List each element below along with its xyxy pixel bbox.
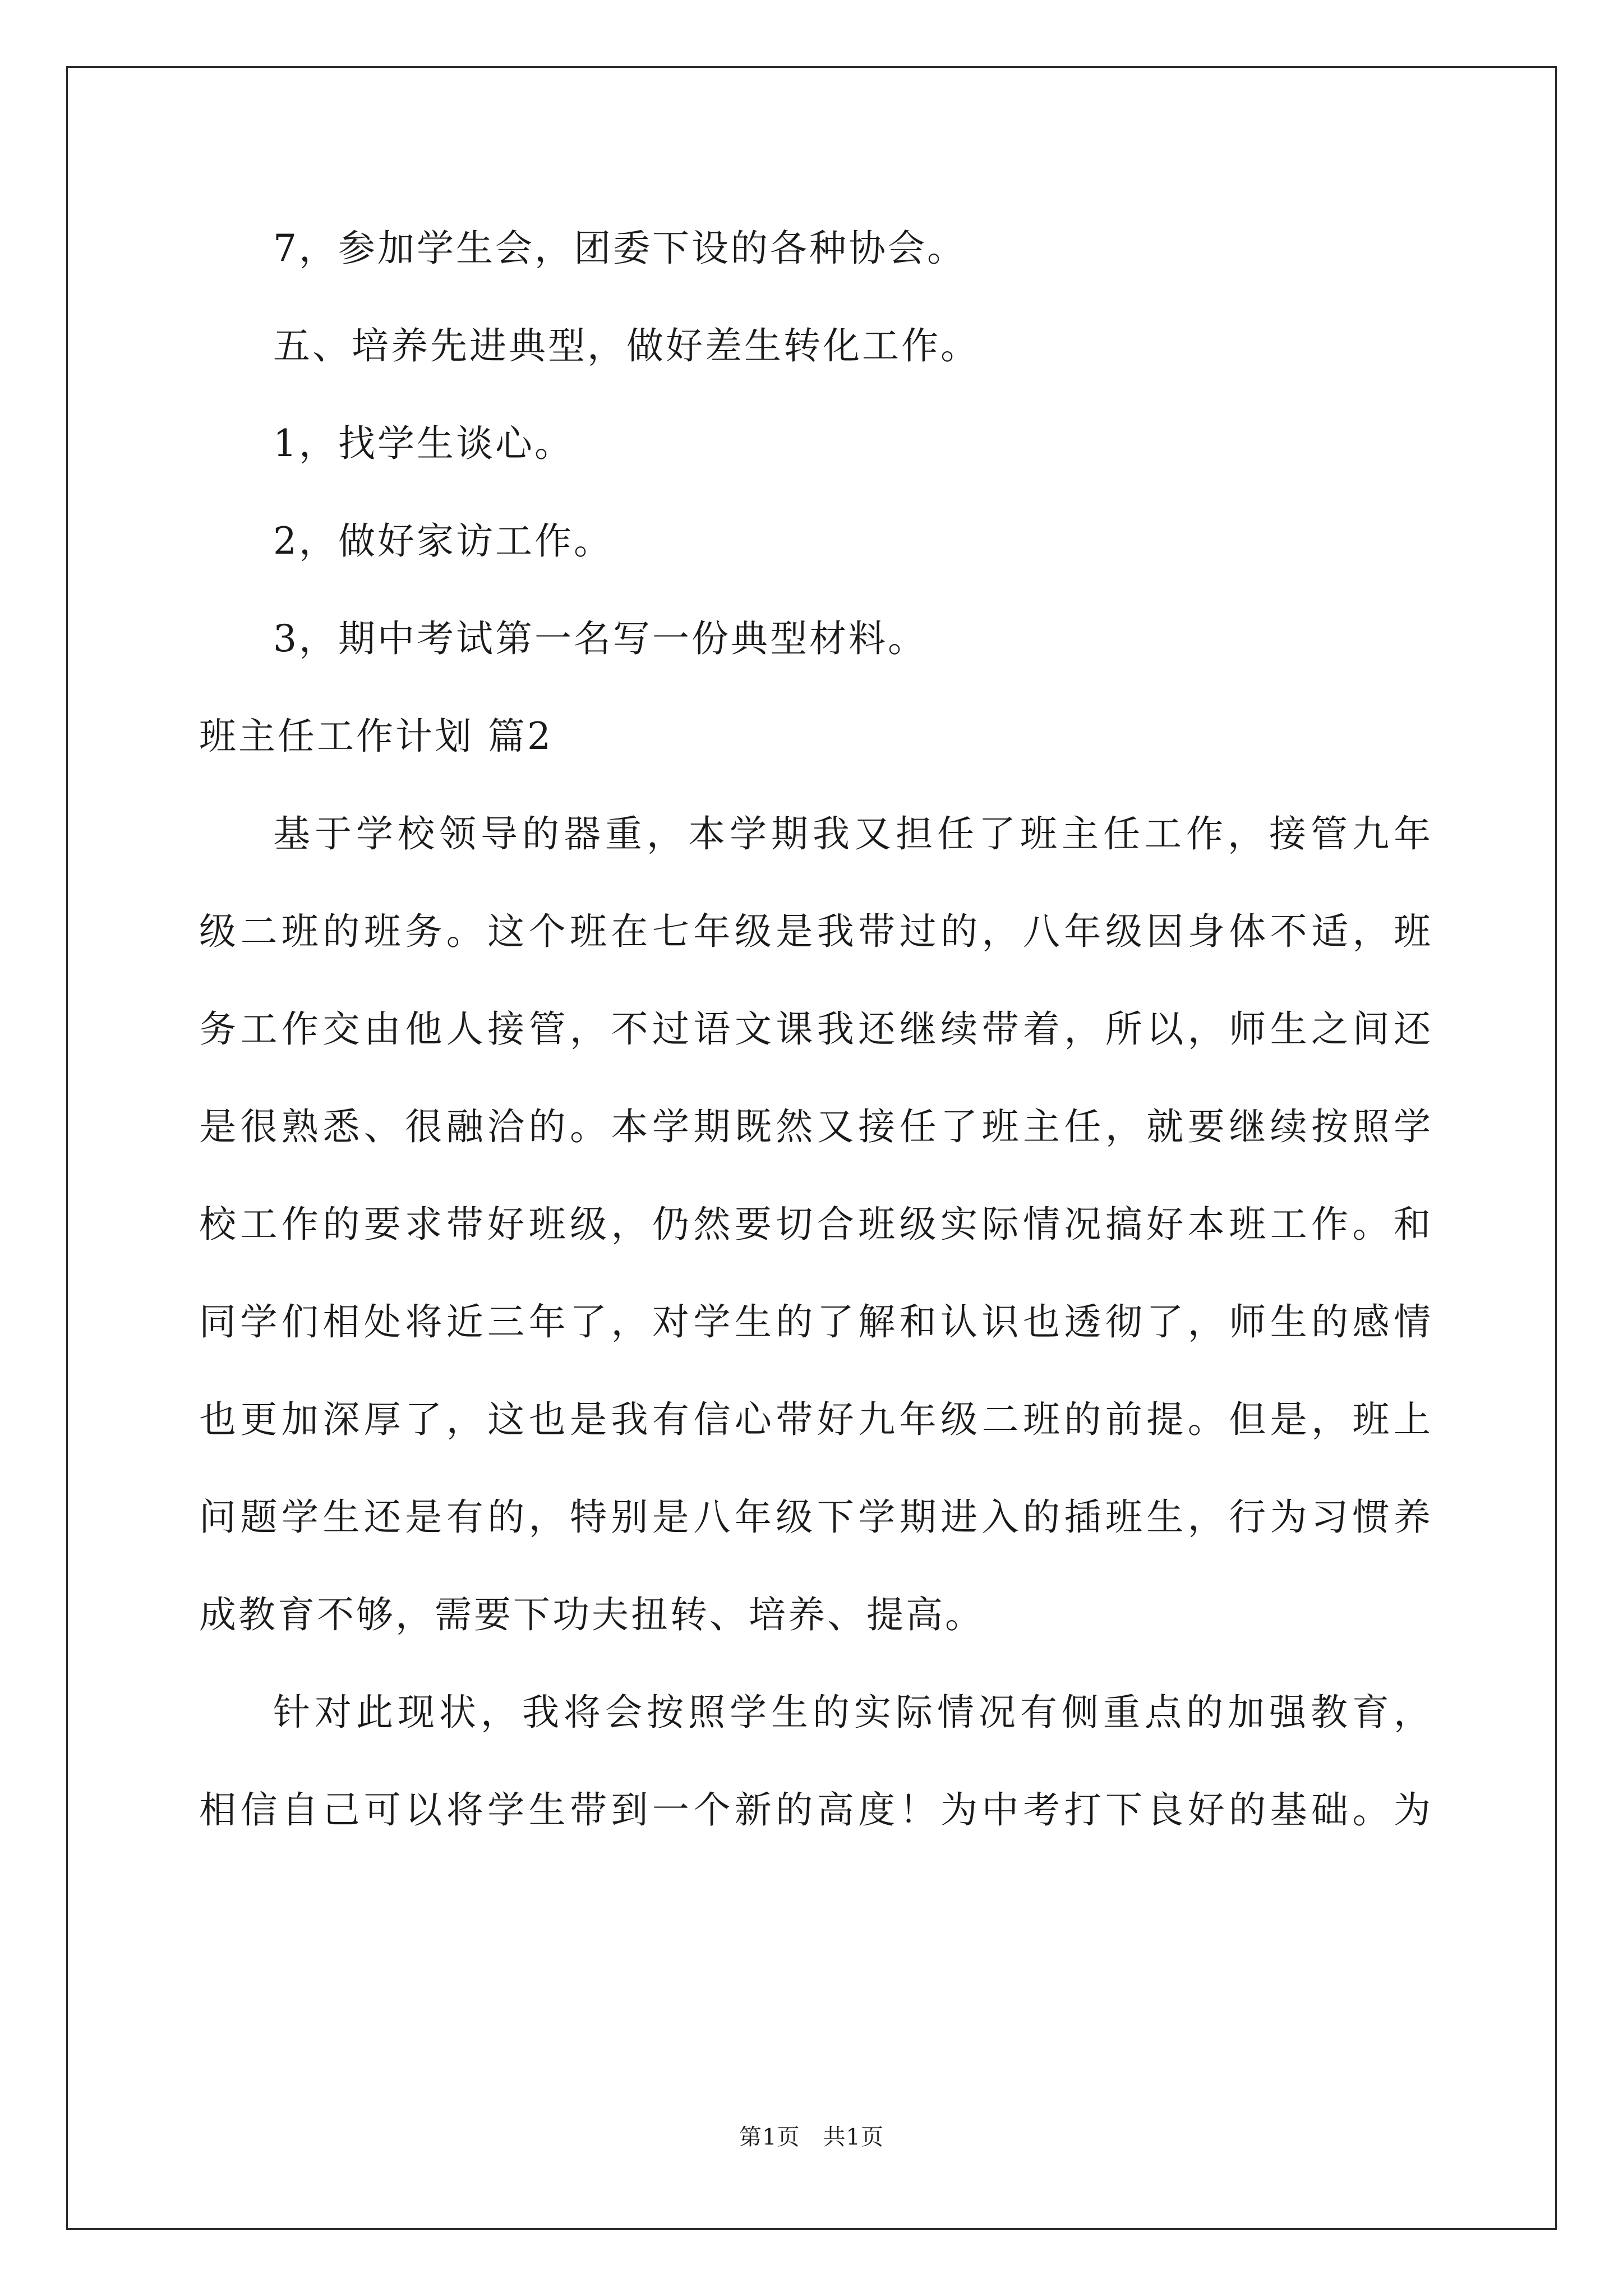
page-number-footer: 第1页 共1页: [739, 2124, 884, 2150]
paragraph-line: 级二班的班务。这个班在七年级是我带过的，八年级因身体不适，班: [199, 910, 1433, 953]
section-heading-5: 五、培养先进典型，做好差生转化工作。: [273, 324, 980, 367]
paragraph-line: 基于学校领导的器重，本学期我又担任了班主任工作，接管九年: [273, 812, 1433, 855]
paragraph-line: 是很熟悉、很融洽的。本学期既然又接任了班主任，就要继续按照学: [199, 1105, 1433, 1148]
paragraph-line: 针对此现状，我将会按照学生的实际情况有侧重点的加强教育，: [273, 1691, 1433, 1734]
paragraph-line: 同学们相处将近三年了，对学生的了解和认识也透彻了，师生的感情: [199, 1300, 1433, 1343]
paragraph-line: 成教育不够，需要下功夫扭转、培养、提高。: [199, 1593, 984, 1636]
list-item-1: 1，找学生谈心。: [273, 422, 574, 465]
paragraph-line: 也更加深厚了，这也是我有信心带好九年级二班的前提。但是，班上: [199, 1398, 1433, 1441]
paragraph-line: 问题学生还是有的，特别是八年级下学期进入的插班生，行为习惯养: [199, 1496, 1433, 1539]
list-item-3: 3，期中考试第一名写一份典型材料。: [273, 617, 927, 660]
article-title: 班主任工作计划 篇2: [199, 715, 553, 758]
paragraph-line: 校工作的要求带好班级，仍然要切合班级实际情况搞好本班工作。和: [199, 1203, 1433, 1246]
paragraph-line: 务工作交由他人接管，不过语文课我还继续带着，所以，师生之间还: [199, 1007, 1433, 1051]
paragraph-line: 相信自己可以将学生带到一个新的高度！为中考打下良好的基础。为: [199, 1788, 1433, 1832]
list-item-2: 2，做好家访工作。: [273, 519, 613, 563]
list-item-7: 7，参加学生会，团委下设的各种协会。: [273, 227, 966, 270]
